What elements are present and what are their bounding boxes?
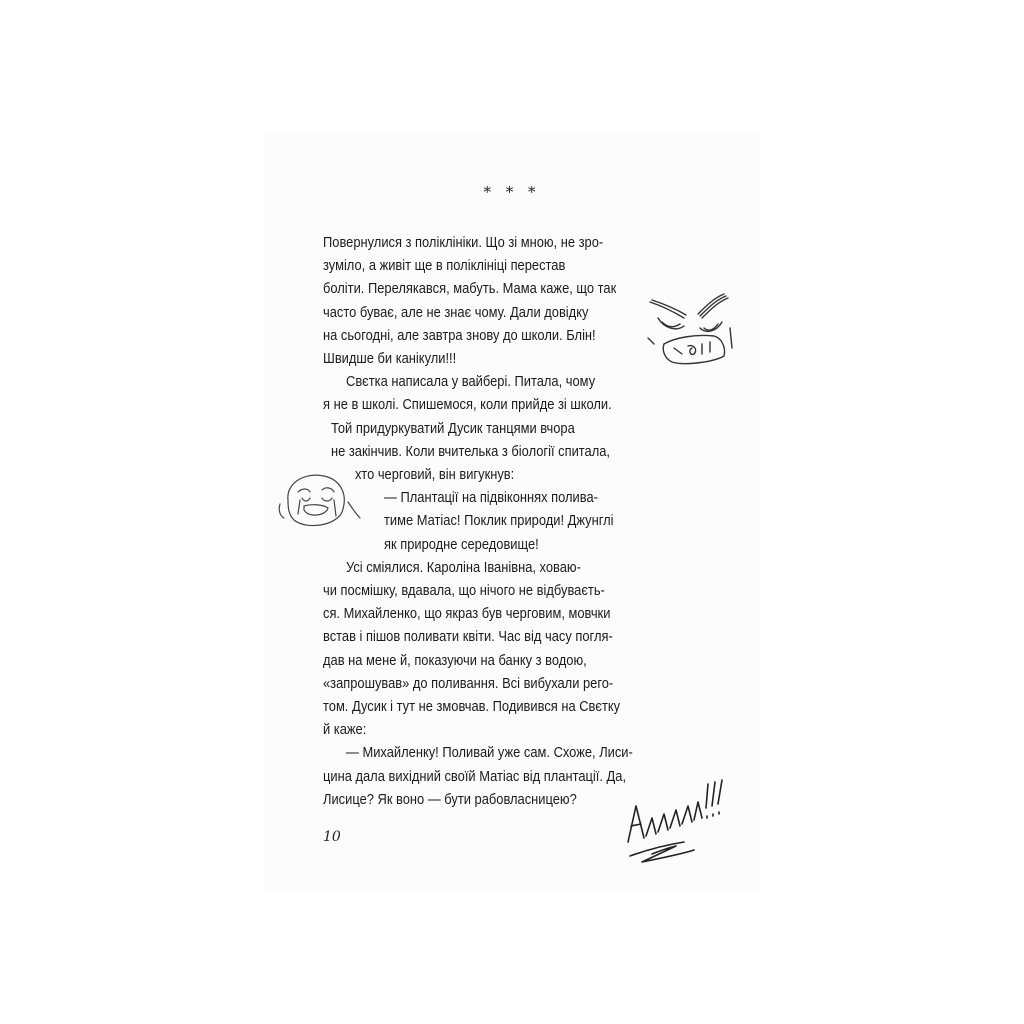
- text-line: Той придуркуватий Дусик танцями вчора: [331, 420, 575, 437]
- text-line: боліти. Перелякався, мабуть. Мама каже, що так: [323, 280, 617, 297]
- text-line: ся. Михайленко, що якраз був черговим, мовчки: [323, 605, 611, 622]
- text-line: хто черговий, він вигукнув:: [355, 466, 515, 483]
- text-line: я не в школі. Спишемося, коли прийде зі школи.: [323, 396, 612, 413]
- text-line: на сьогодні, але завтра знову до школи. Блін!: [323, 327, 596, 344]
- text-line: том. Дусик і тут не змовчав. Подивився на Свєтку: [323, 698, 621, 715]
- text-line: й каже:: [323, 721, 367, 738]
- text-line: «запрошував» до поливання. Всі вибухали рего-: [323, 675, 614, 692]
- text-line: зуміло, а живіт ще в поліклініці перестав: [323, 257, 566, 274]
- text-line: тиме Матіас! Поклик природи! Джунглі: [384, 512, 614, 529]
- text-line: дав на мене й, показуючи на банку з водою,: [323, 652, 587, 669]
- text-line: Повернулися з поліклініки. Що зі мною, не зро-: [323, 234, 604, 251]
- text-line: Усі сміялися. Кароліна Іванівна, ховаю-: [346, 559, 581, 576]
- text-line: — Плантації на підвіконнях полива-: [384, 489, 598, 506]
- scream-doodle-icon: [622, 778, 732, 870]
- text-line: встав і пішов поливати квіти. Час від часу погля-: [323, 628, 613, 645]
- text-line: Лисице? Як воно — бути рабовласницею?: [323, 791, 577, 808]
- text-line: — Михайленку! Поливай уже сам. Схоже, Лиси-: [346, 744, 633, 761]
- text-line: Свєтка написала у вайбері. Питала, чому: [346, 373, 596, 390]
- text-line: чи посмішку, вдавала, що нічого не відбуваєть-: [323, 582, 605, 599]
- text-line: не закінчив. Коли вчителька з біології спитала,: [331, 443, 611, 460]
- crying-face-icon: [276, 470, 366, 534]
- angry-face-icon: [644, 288, 736, 374]
- text-line: як природне середовище!: [384, 536, 539, 553]
- text-line: Швидше би канікули!!!: [323, 350, 457, 367]
- page-number: 10: [323, 829, 341, 845]
- text-line: часто буває, але не знає чому. Дали довідку: [323, 304, 589, 321]
- text-line: цина дала вихідний своїй Матіас від плантації. Да,: [323, 768, 627, 785]
- section-separator: * * *: [483, 183, 541, 201]
